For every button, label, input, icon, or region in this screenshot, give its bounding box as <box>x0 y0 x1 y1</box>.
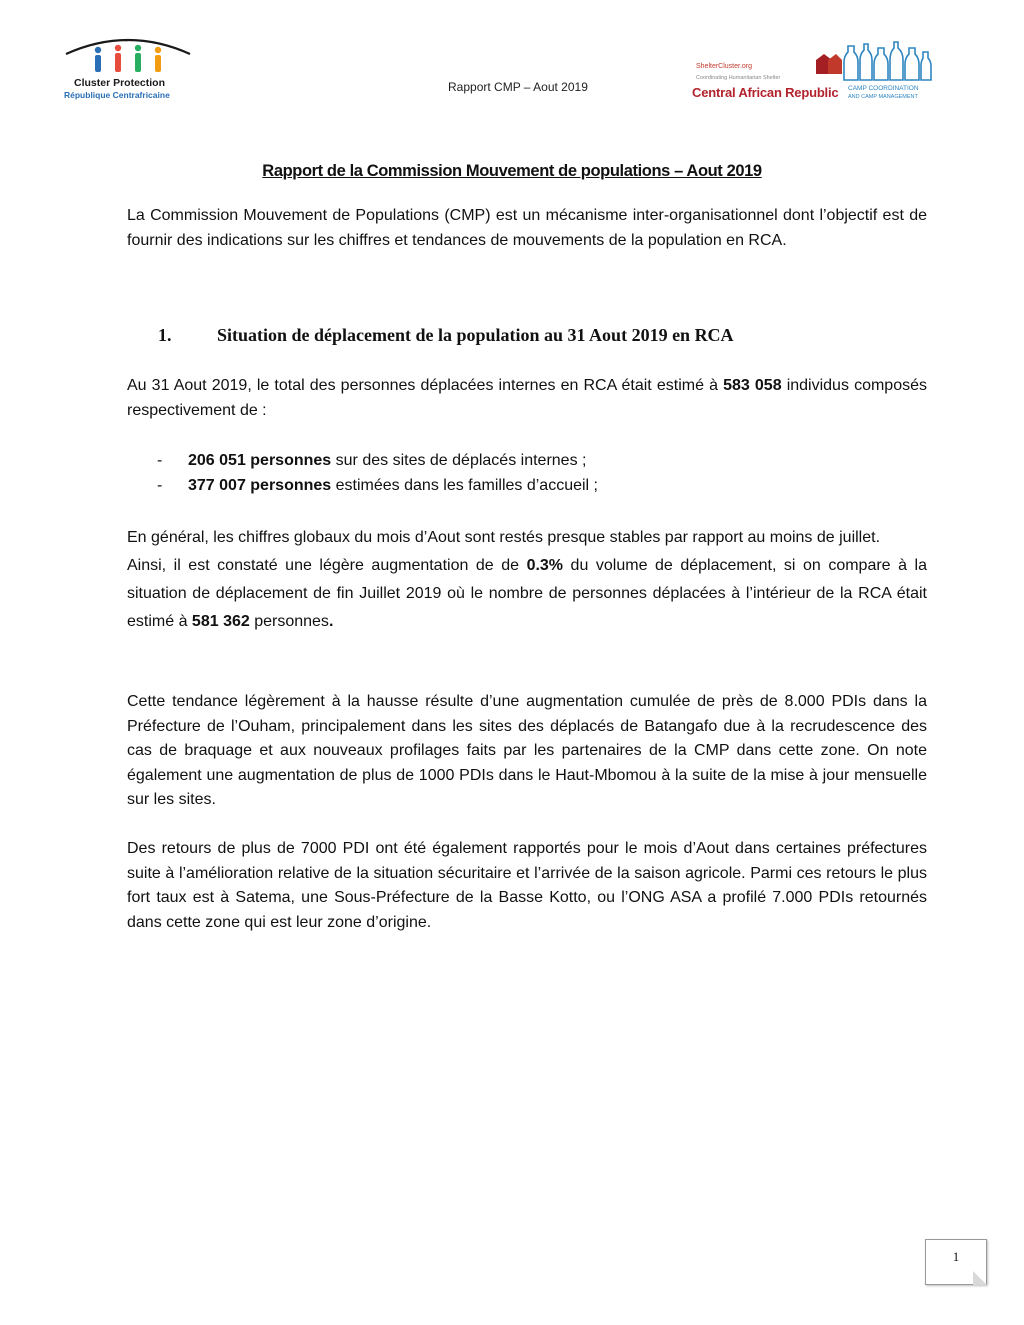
country-text: Central African Republic <box>692 85 839 100</box>
document-title: Rapport de la Commission Mouvement de populations – Aout 2019 <box>262 162 762 180</box>
bullet-dash: - <box>157 452 163 469</box>
bullet-text: estimées dans les familles d’accueil ; <box>331 477 598 494</box>
general-line-1: En général, les chiffres globaux du mois d’Aout sont restés presque stables par rapport au moins de juillet. <box>127 529 881 546</box>
general-text-before: Ainsi, il est constaté une légère augmentation de de <box>127 557 527 574</box>
general-text-middle: du volume de déplacement, si on compare à la situation de déplacement de fin Juillet 2019 où le nombre de personnes déplacées à l’intérieur de la RCA était estimé à <box>127 557 927 630</box>
cccm-bottles-icon <box>808 40 933 84</box>
tendance-paragraph: Cette tendance légèrement à la hausse résulte d’une augmentation cumulée de près de 8.000 PDIs dans la Préfecture de l’Ouham, principalement dans les sites des déplacés de Batangafo due à la recrudescence des cas de braquage et aux nouveaux profilages faits par les partenaires de la CMP dans cette zone. On note également une augmentation de plus de 1000 PDIs dans le Haut-Mbomou à la suite de la mise à jour mensuelle sur les sites. <box>127 693 927 808</box>
intro-paragraph: La Commission Mouvement de Populations (CMP) est un mécanisme inter-organisationnel dont l’objectif est de fournir des indications sur les chiffres et tendances de mouvements de la population en RCA. <box>127 207 927 249</box>
bullet-figure: 377 007 personnes <box>188 477 332 494</box>
page-number: 1 <box>952 1249 960 1264</box>
logo-line-2: République Centrafricaine <box>64 90 170 100</box>
cluster-protection-logo <box>60 32 196 104</box>
section-heading-text: Situation de déplacement de la population au 31 Aout 2019 en RCA <box>217 325 734 345</box>
general-line-2 <box>127 552 927 636</box>
general-text-end: . <box>328 613 334 630</box>
logo-line-1: Cluster Protection <box>74 77 166 89</box>
cccm-line-1: CAMP COORDINATION <box>848 85 919 92</box>
general-paragraph <box>127 524 927 636</box>
general-text-after: personnes <box>249 613 329 630</box>
total-text-before: Au 31 Aout 2019, le total des personnes déplacées internes en RCA était estimé à <box>127 377 724 394</box>
shelter-cluster-logo <box>690 40 935 106</box>
list-item <box>157 473 917 498</box>
section-heading <box>158 325 734 346</box>
cccm-line-2: AND CAMP MANAGEMENT <box>848 94 918 100</box>
coordinating-text: Coordinating Humanitarian Shelter <box>696 75 781 81</box>
header-title: Rapport CMP – Aout 2019 <box>448 80 588 94</box>
retours-paragraph: Des retours de plus de 7000 PDI ont été également rapportés pour le mois d’Aout dans certaines préfectures suite à l’amélioration relative de la situation sécuritaire et l’arrivée de la saison agricole. Parmi ces retours le plus fort taux est à Satema, une Sous-Préfecture de la Basse Kotto, ou l’ONG ASA a profilé 7.000 PDIs retournés dans cette zone qui est leur zone d’origine. <box>127 840 927 931</box>
list-item <box>157 448 917 473</box>
page-number-box <box>925 1239 987 1285</box>
cluster-figures-icon <box>60 32 196 78</box>
total-text-after: individus composés respectivement de : <box>127 377 927 419</box>
page-fold-icon <box>973 1271 987 1285</box>
bullet-figure: 206 051 personnes <box>188 452 332 469</box>
sheltercluster-text: ShelterCluster.org <box>696 63 753 70</box>
total-figure: 583 058 <box>723 377 782 394</box>
bullet-dash: - <box>157 477 163 494</box>
july-total-figure: 581 362 <box>191 613 250 630</box>
population-bullets <box>157 448 917 498</box>
total-paragraph <box>127 373 927 423</box>
bullet-text: sur des sites de déplacés internes ; <box>331 452 587 469</box>
percent-figure: 0.3% <box>526 557 564 574</box>
section-number: 1. <box>158 325 172 345</box>
